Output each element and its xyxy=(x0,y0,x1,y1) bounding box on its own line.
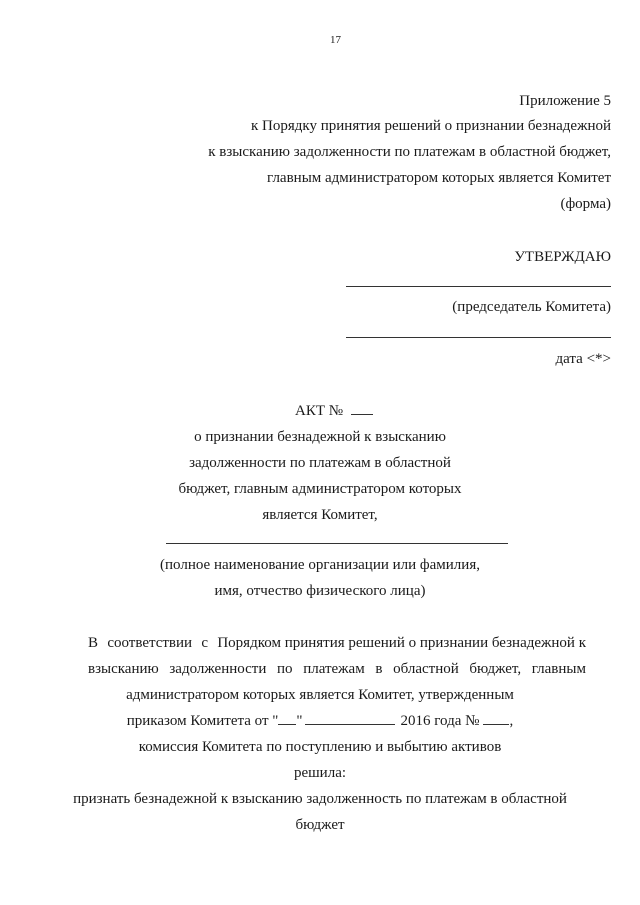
organization-line xyxy=(166,543,508,544)
organization-caption-1: (полное наименование организации или фамилия, xyxy=(160,557,480,573)
appendix-label: Приложение 5 xyxy=(519,93,611,109)
act-number-blank xyxy=(351,402,373,415)
body-line-7: признать безнадежной к взысканию задолженность по платежам в областной xyxy=(73,791,567,807)
order-day-blank xyxy=(278,712,296,725)
body-line-1 xyxy=(88,634,586,652)
body-word: главным xyxy=(531,661,586,677)
date-line xyxy=(346,337,611,338)
act-line-1: о признании безнадежной к взысканию xyxy=(194,429,446,445)
body-word: по xyxy=(277,661,293,677)
header-line-3: главным администратором которых является Комитет xyxy=(267,170,611,186)
body-line-4 xyxy=(0,712,640,730)
date-caption: дата <*> xyxy=(555,351,611,367)
body-word: взысканию xyxy=(88,661,159,677)
body-line-6: решила: xyxy=(293,765,347,781)
approve-label: УТВЕРЖДАЮ xyxy=(514,249,611,265)
organization-caption-2: имя, отчество физического лица) xyxy=(214,583,426,599)
body-line-8: бюджет xyxy=(295,817,345,833)
act-line-4: является Комитет, xyxy=(262,507,378,523)
header-line-1: к Порядку принятия решений о признании безнадежной xyxy=(251,118,611,134)
body-word: платежам xyxy=(303,661,365,677)
order-number-blank xyxy=(483,712,509,725)
body-word: задолженности xyxy=(169,661,267,677)
order-date-quote: " xyxy=(296,713,303,729)
body-line-2 xyxy=(88,660,586,678)
header-line-2: к взысканию задолженности по платежам в областной бюджет, xyxy=(208,144,611,160)
chairman-caption: (председатель Комитета) xyxy=(452,299,611,315)
body-word: В xyxy=(88,635,99,651)
form-note: (форма) xyxy=(560,196,611,212)
body-word: в xyxy=(375,661,383,677)
body-word: соответствии xyxy=(107,635,193,651)
order-comma: , xyxy=(509,713,514,729)
order-date-prefix: приказом Комитета от " xyxy=(126,713,279,729)
act-title-text: АКТ № xyxy=(295,403,344,419)
body-word: Порядком принятия решений о признании безнадежной к xyxy=(217,635,586,651)
act-line-2: задолженности по платежам в областной xyxy=(189,455,451,471)
order-year-text: 2016 года № xyxy=(400,713,480,729)
order-month-blank xyxy=(305,712,395,725)
body-word: бюджет, xyxy=(469,661,522,677)
act-line-3: бюджет, главным администратором которых xyxy=(178,481,462,497)
body-word: с xyxy=(201,635,209,651)
body-word: областной xyxy=(393,661,459,677)
act-title xyxy=(295,402,373,420)
signature-line xyxy=(346,286,611,287)
body-line-5: комиссия Комитета по поступлению и выбытию активов xyxy=(138,739,502,755)
body-line-3: администратором которых является Комитет, утвержденным xyxy=(126,687,514,703)
page-number: 17 xyxy=(330,34,341,46)
